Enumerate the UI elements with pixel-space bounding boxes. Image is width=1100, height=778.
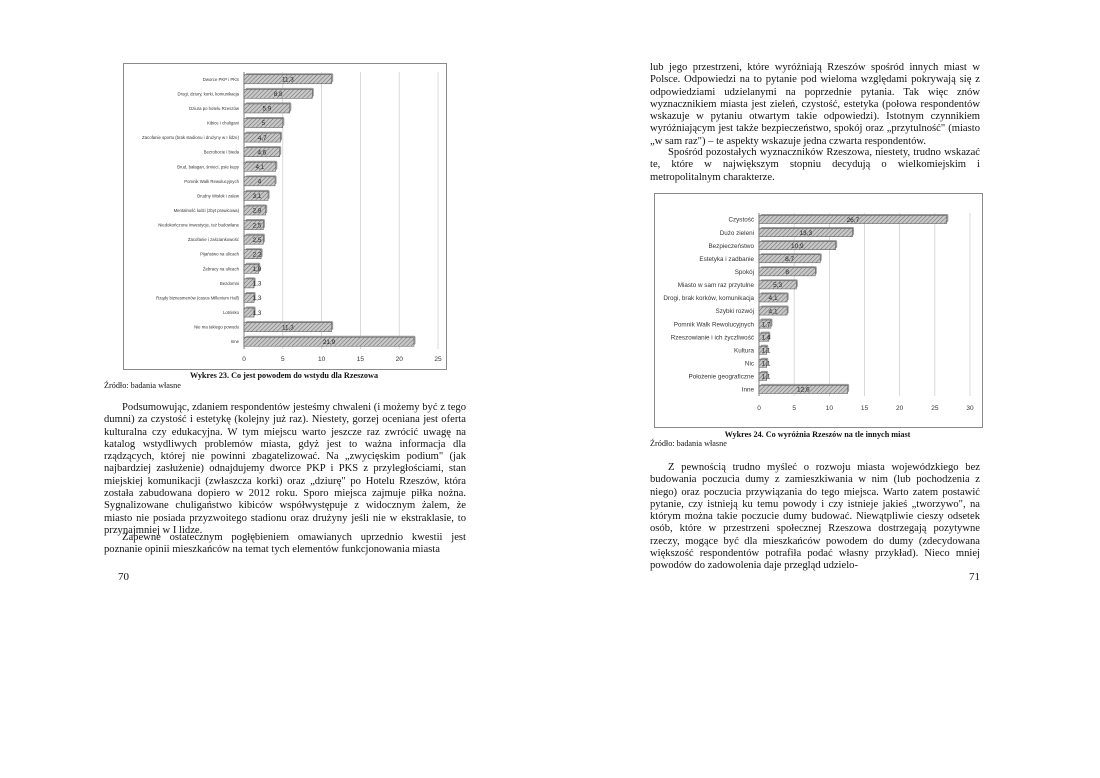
chart-23-frame bbox=[123, 63, 447, 370]
left-paragraph-1: Podsumowując, zdaniem respondentów jesteśmy chwaleni (i możemy być z tego dumni) za czystość i estetykę (kolejny już raz). Niestety, gorzej oceniana jest oferta kulturalna czy edukacyjna. W tym miejscu warto jeszcze raz zwrócić uwagę na katalog wstydliwych problemów miasta, gdyż jest to ważna informacja dla rządzących, której nie powinni zbagatelizować. Na „zwycięskim podium" (jak najbardziej zasłużenie) odnajdujemy dworce PKP i PKS z przyległościami, stan miejskiej komunikacji (zwłaszcza korki) oraz „dziurę" po Hotelu Rzeszów, która została zabudowana dopiero w 2012 roku. Sporo miejsca zajmuje piłka nożna. Sygnalizowane chuligaństwo kibiców współwystępuje z widocznym żalem, że miasto nie posiada przyzwoitego stadionu oraz drużyny jeśli nie w ekstraklasie, to przynajmniej w I lidze. bbox=[104, 402, 466, 536]
category-label: Inne bbox=[741, 386, 754, 394]
x-tick-label: 5 bbox=[280, 356, 285, 363]
right-paragraph-3: Z pewnością trudno myśleć o rozwoju miasta wojewódzkiego bez budowania poczucia dumy z zamieszkiwania w nim (lub pochodzenia z niego) oraz poczucia przywiązania do tego miejsca. Warto zatem postawić pytanie, czy istnieją ku temu powody i czy istnieje jakieś „tworzywo", na którym można takie poczucie dumy budować. Niewątpliwie cieszy odsetek osób, które w przestrzeni społecznej Rzeszowa dostrzegają pozytywne rzeczy, mogące być dla mieszkańców powodem do dumy (zdecydowana większość respondentów potrafiła podać własny przykład). Nieco mniej powodów do zadowolenia daje przegląd udzielo- bbox=[650, 462, 980, 572]
bar-value-label: 1,3 bbox=[252, 280, 262, 288]
category-label: Drogi, brak korków, komunikacja bbox=[663, 295, 754, 303]
bar-value-label: 2,8 bbox=[252, 207, 262, 215]
bar-value-label: 2,5 bbox=[252, 222, 262, 230]
category-label: Nic bbox=[744, 360, 754, 368]
x-tick-label: 25 bbox=[931, 405, 939, 412]
bar-value-label: 8,8 bbox=[273, 91, 283, 99]
category-label: Bezdomni bbox=[219, 280, 239, 286]
category-label: Bezrobocie i bieda bbox=[203, 149, 239, 155]
chart-23 bbox=[124, 64, 446, 369]
x-tick-label: 5 bbox=[792, 405, 796, 412]
bar-value-label: 4,7 bbox=[257, 134, 267, 142]
bar-value-label: 11,3 bbox=[281, 76, 294, 84]
bar-value-label: 11,3 bbox=[281, 324, 294, 332]
bar-value-label: 26,7 bbox=[846, 216, 860, 224]
bar-value-label: 1,3 bbox=[252, 309, 262, 317]
bar-value-label: 1,4 bbox=[761, 334, 771, 342]
bar-value-label: 5,3 bbox=[773, 282, 783, 290]
right-paragraph-2: Spośród pozostałych wyznaczników Rzeszowa, niestety, trudno wskazać te, które w największym stopniu decydują o wielkomiejskim i metropolitalnym charakterze. bbox=[650, 147, 980, 183]
x-tick-label: 10 bbox=[825, 405, 833, 412]
category-label: Mentalność ludzi (zbyt prawicowa) bbox=[173, 208, 239, 214]
x-tick-label: 15 bbox=[860, 405, 869, 412]
x-tick-label: 15 bbox=[356, 356, 365, 363]
right-paragraph-1: lub jego przestrzeni, które wyróżniają Rzeszów spośród innych miast w Polsce. Odpowiedzi na to pytanie pod wieloma względami pokrywają się z odpowiedziami udzielanymi na poprzednie pytania. Tak więc znów wyznacznikiem miasta jest zieleń, czystość, estetyka (połowa respondentów wskazuje w pytaniu otwartym takie odpowiedzi). Istotnym czynnikiem wyróżniającym jest także bezpieczeństwo, spokój oraz „przytulność" (miasto „w sam raz") – te aspekty wskazuje jedna czwarta respondentów. bbox=[650, 62, 980, 147]
chart-24-frame bbox=[654, 193, 983, 428]
x-tick-label: 0 bbox=[757, 405, 761, 412]
bar-value-label: 21,9 bbox=[322, 338, 336, 346]
bar-value-label: 1,9 bbox=[252, 266, 262, 274]
bar-value-label: 1,3 bbox=[252, 295, 262, 303]
bar-value-label: 2,2 bbox=[252, 251, 262, 259]
left-paragraph-2: Zapewne ostatecznym pogłębieniem omawianych uprzednio kwestii jest poznanie opinii mieszkańców na temat tych elementów funkcjonowania miasta bbox=[104, 532, 466, 556]
bar-value-label: 5,9 bbox=[262, 105, 272, 113]
bar-value-label: 3,1 bbox=[252, 193, 262, 201]
category-label: Inne bbox=[230, 339, 239, 345]
bar-value-label: 1,1 bbox=[761, 347, 771, 355]
x-tick-label: 0 bbox=[242, 356, 246, 363]
category-label: Kultura bbox=[734, 347, 754, 355]
category-label: Kibice i chuligani bbox=[206, 120, 239, 126]
bar-value-label: 4 bbox=[257, 178, 262, 186]
category-label: Nie ma takiego powodu bbox=[194, 324, 239, 330]
category-label: Drogi, dziury, korki, komunikacja bbox=[177, 91, 239, 97]
chart-23-caption: Wykres 23. Co jest powodem do wstydu dla Rzeszowa bbox=[189, 371, 379, 380]
bar-value-label: 8,7 bbox=[785, 256, 795, 264]
bar-value-label: 4,1 bbox=[768, 295, 778, 303]
category-label: Pijaństwo na ulicach bbox=[200, 251, 239, 257]
bar-value-label: 5 bbox=[261, 120, 266, 128]
page-number-left: 70 bbox=[118, 571, 129, 583]
category-label: Dużo zieleni bbox=[719, 229, 754, 237]
bar-value-label: 4,6 bbox=[257, 149, 267, 157]
bar-value-label: 4,1 bbox=[255, 163, 265, 171]
category-label: Pomnik Walk Rewolucyjnych bbox=[184, 178, 239, 184]
category-label: Lotnisko bbox=[222, 310, 239, 316]
bar-value-label: 4,1 bbox=[768, 308, 778, 316]
x-tick-label: 20 bbox=[896, 405, 904, 412]
category-label: Rządy biznesmenów (casus Millenium Hall) bbox=[156, 295, 239, 301]
category-label: Brud, bałagan, śmieci, psie kupy bbox=[177, 164, 239, 170]
x-tick-label: 25 bbox=[434, 356, 442, 363]
x-tick-label: 30 bbox=[966, 405, 974, 412]
x-tick-label: 20 bbox=[395, 356, 403, 363]
bar-value-label: 10,9 bbox=[791, 242, 804, 250]
x-tick-label: 10 bbox=[317, 356, 326, 363]
category-label: Dziura po hotelu Rzeszów bbox=[189, 105, 239, 111]
category-label: Dworce PKP i PKS bbox=[202, 76, 239, 82]
category-label: Pomnik Walk Rewolucyjnych bbox=[673, 321, 754, 329]
chart-23-source: Źródło: badania własne bbox=[104, 381, 181, 390]
category-label: Zacofanie sportu (brak stadionu i drużyny w I lidze) bbox=[142, 135, 239, 141]
category-label: Brudny Wisłok i zalew bbox=[197, 193, 239, 199]
bar-value-label: 2,5 bbox=[252, 236, 262, 244]
bar-value-label: 1,1 bbox=[761, 360, 771, 368]
bar-value-label: 12,6 bbox=[796, 386, 810, 394]
chart-24 bbox=[655, 194, 982, 427]
page-number-right: 71 bbox=[969, 571, 980, 583]
category-label: Szybki rozwój bbox=[715, 308, 754, 316]
category-label: Żebracy na ulicach bbox=[202, 266, 239, 272]
bar-value-label: 13,3 bbox=[799, 229, 813, 237]
category-label: Czystość bbox=[728, 216, 754, 224]
chart-24-source: Źródło: badania własne bbox=[650, 439, 727, 448]
category-label: Miasto w sam raz przytulne bbox=[677, 282, 754, 290]
chart-24-caption: Wykres 24. Co wyróżnia Rzeszów na tle innych miast bbox=[724, 430, 911, 439]
category-label: Estetyka i zadbanie bbox=[699, 255, 754, 263]
category-label: Zacofanie i zaściankowość bbox=[187, 237, 239, 243]
bar-value-label: 1,1 bbox=[761, 373, 771, 381]
category-label: Bezpieczeństwo bbox=[708, 242, 754, 250]
category-label: Położenie geograficzne bbox=[688, 373, 754, 381]
category-label: Rzeszowianie i ich życzliwość bbox=[670, 334, 754, 342]
category-label: Niedokończone inwestycje, też budowlane bbox=[158, 222, 239, 228]
bar-value-label: 1,7 bbox=[761, 321, 771, 329]
category-label: Spokój bbox=[734, 269, 754, 277]
bar-value-label: 8 bbox=[785, 269, 789, 277]
